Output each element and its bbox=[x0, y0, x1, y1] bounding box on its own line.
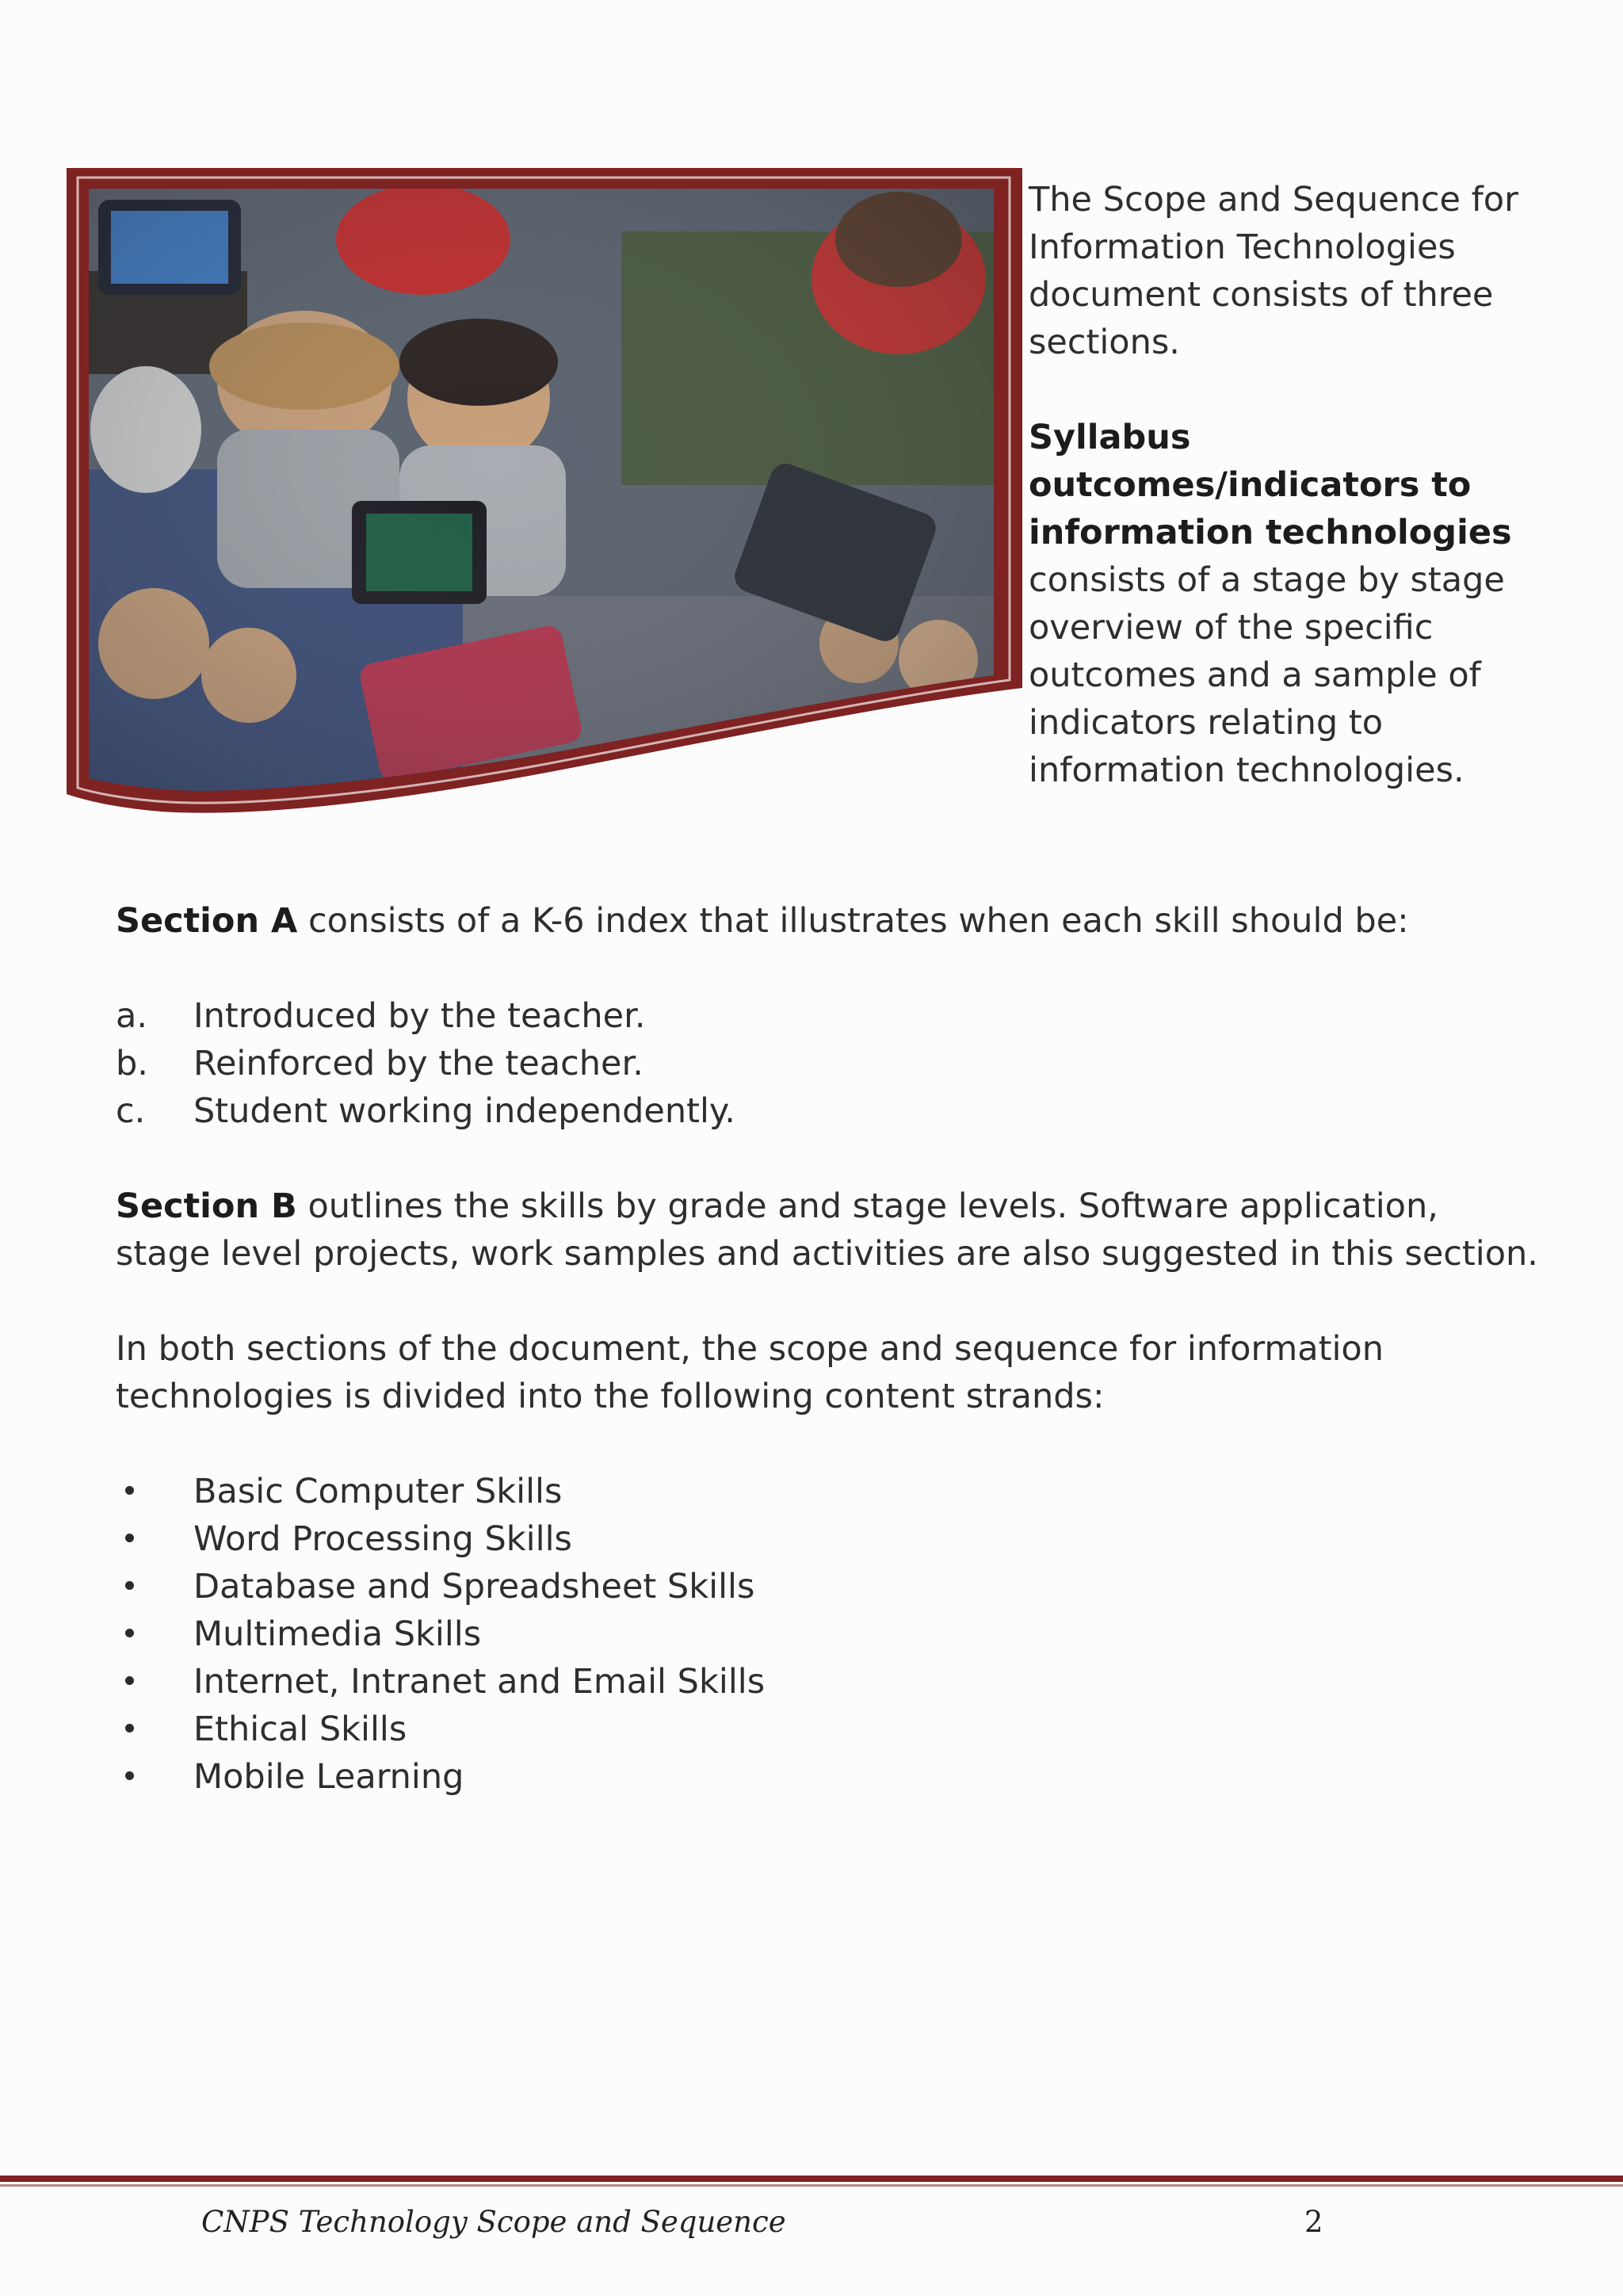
syllabus-text: consists of a stage by stage overview of the specific outcomes and a sample of indicators relating to information technologies. bbox=[1029, 560, 1505, 790]
list-item bbox=[116, 1706, 1542, 1753]
strand-label: Multimedia Skills bbox=[193, 1614, 482, 1654]
strands-intro: In both sections of the document, the scope and sequence for information technologies is divided into the following content strands: bbox=[116, 1329, 1384, 1416]
main-content bbox=[116, 897, 1542, 1801]
intro-paragraph: The Scope and Sequence for Information Technologies document consists of three sections. bbox=[1029, 180, 1518, 362]
section-a-list bbox=[116, 992, 1542, 1135]
list-item bbox=[116, 1658, 1542, 1706]
bullet-icon bbox=[125, 1534, 134, 1542]
list-item-text: Introduced by the teacher. bbox=[193, 996, 646, 1036]
syllabus-paragraph bbox=[1029, 414, 1536, 794]
bullet-icon bbox=[125, 1724, 134, 1733]
list-item bbox=[116, 1468, 1542, 1515]
section-a-paragraph bbox=[116, 897, 1542, 945]
section-b-text: outlines the skills by grade and stage levels. Software application, stage level projects, work samples and activities are also suggested in this section. bbox=[116, 1186, 1538, 1274]
section-b-paragraph bbox=[116, 1182, 1542, 1278]
list-marker: a. bbox=[116, 996, 148, 1036]
bullet-icon bbox=[125, 1581, 134, 1590]
footer-title: CNPS Technology Scope and Sequence bbox=[201, 2205, 786, 2239]
list-item bbox=[116, 1087, 1542, 1135]
footer-rule bbox=[0, 2176, 1623, 2182]
section-a-heading: Section A bbox=[116, 901, 298, 941]
classroom-photo bbox=[67, 168, 1022, 818]
bullet-icon bbox=[125, 1771, 134, 1780]
list-item bbox=[116, 1753, 1542, 1801]
bullet-icon bbox=[125, 1676, 134, 1685]
section-a-text: consists of a K-6 index that illustrates when each skill should be: bbox=[308, 901, 1409, 941]
list-item bbox=[116, 1515, 1542, 1563]
list-item-text: Reinforced by the teacher. bbox=[193, 1044, 643, 1083]
list-item bbox=[116, 992, 1542, 1040]
strand-label: Internet, Intranet and Email Skills bbox=[193, 1662, 766, 1702]
bullet-icon bbox=[125, 1486, 134, 1495]
list-item-text: Student working independently. bbox=[193, 1091, 735, 1131]
intro-column bbox=[1029, 176, 1536, 794]
strands-list bbox=[116, 1468, 1542, 1801]
list-marker: b. bbox=[116, 1044, 148, 1083]
strand-label: Mobile Learning bbox=[193, 1757, 464, 1797]
strand-label: Ethical Skills bbox=[193, 1710, 407, 1749]
list-item bbox=[116, 1610, 1542, 1658]
page-number: 2 bbox=[1304, 2205, 1323, 2239]
list-marker: c. bbox=[116, 1091, 146, 1131]
section-b-heading: Section B bbox=[116, 1186, 297, 1226]
strand-label: Database and Spreadsheet Skills bbox=[193, 1567, 755, 1606]
strand-label: Basic Computer Skills bbox=[193, 1472, 563, 1511]
bullet-icon bbox=[125, 1629, 134, 1637]
list-item bbox=[116, 1040, 1542, 1087]
strand-label: Word Processing Skills bbox=[193, 1519, 572, 1559]
syllabus-heading: Syllabus outcomes/indicators to information technologies bbox=[1029, 418, 1512, 552]
list-item bbox=[116, 1563, 1542, 1610]
footer-rule-thin bbox=[0, 2184, 1623, 2187]
